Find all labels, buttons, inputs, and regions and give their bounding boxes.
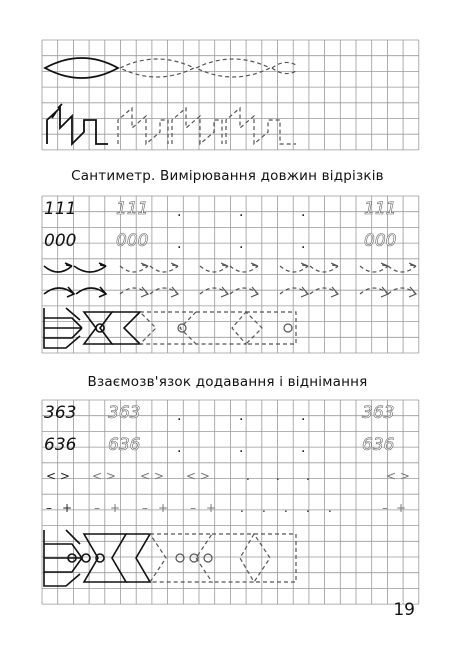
num2-sample: 636 <box>44 435 77 455</box>
num1-sample: 363 <box>44 403 77 423</box>
minus-trace: – <box>190 501 196 515</box>
minus-trace-right: – <box>382 501 388 515</box>
arc-stroke <box>280 266 308 272</box>
arrowhead-icon <box>381 287 388 297</box>
dot: . <box>328 501 332 515</box>
num1-trace: 363 <box>108 403 141 423</box>
num2-trace-right: 636 <box>362 435 395 455</box>
arc-stroke <box>388 266 416 272</box>
section-heading-centimeter: Сантиметр. Вимірювання довжин відрізків <box>71 168 384 184</box>
section-heading-addition-subtraction: Взаємозв'язок додавання і віднімання <box>87 374 368 390</box>
arc-stroke <box>310 266 338 272</box>
page-number: 19 <box>393 600 415 620</box>
arrowhead-icon <box>221 263 228 266</box>
dot: . <box>276 469 280 483</box>
arrowhead-icon <box>251 287 258 297</box>
dot: . <box>239 236 244 252</box>
arrow-ornament-2 <box>44 530 296 586</box>
compare-trace: < > <box>140 469 164 483</box>
dot: . <box>239 440 244 456</box>
arrowhead-icon <box>171 287 178 297</box>
minus-sample: – <box>46 501 52 515</box>
arc-stroke <box>120 266 148 272</box>
plus-trace: + <box>110 501 121 515</box>
dot: . <box>177 236 182 252</box>
plus-trace: + <box>158 501 169 515</box>
arrowhead-icon <box>251 263 258 266</box>
compare-trace: < > <box>186 469 210 483</box>
dot: . <box>306 469 310 483</box>
compare-trace: < > <box>92 469 116 483</box>
arrowhead-icon <box>409 287 416 297</box>
num1-trace-right: 363 <box>362 403 395 423</box>
dot: . <box>177 440 182 456</box>
arrowhead-icon <box>331 287 338 297</box>
dot: . <box>262 501 266 515</box>
dot: . <box>301 440 306 456</box>
arc-stroke <box>74 266 106 272</box>
minus-trace: – <box>94 501 100 515</box>
arrowhead-icon <box>171 263 178 266</box>
plus-trace: + <box>206 501 217 515</box>
ones-sample: 111 <box>44 199 77 219</box>
dot: . <box>177 204 182 220</box>
arrowhead-icon <box>141 287 148 297</box>
zeros-sample: 000 <box>44 231 77 251</box>
grid-lines <box>42 40 419 604</box>
arrowhead-icon <box>141 263 148 266</box>
compare-trace-right: < > <box>386 469 410 483</box>
plus-trace-right: + <box>396 501 407 515</box>
arrowhead-icon <box>409 263 416 266</box>
arrowhead-icon <box>221 287 228 297</box>
dot: . <box>284 501 288 515</box>
compare-sample: < > <box>46 469 70 483</box>
arc-stroke <box>200 266 228 272</box>
dot: . <box>239 204 244 220</box>
dot: . <box>301 408 306 424</box>
minus-trace: – <box>142 501 148 515</box>
dot: . <box>240 501 244 515</box>
arrowhead-icon <box>381 263 388 266</box>
zeros-trace: 000 <box>116 231 149 251</box>
arrowhead-icon <box>65 263 72 266</box>
dot: . <box>177 408 182 424</box>
dot: . <box>301 204 306 220</box>
arc-stroke <box>360 266 388 272</box>
num2-trace: 636 <box>108 435 141 455</box>
ones-trace: 111 <box>116 199 149 219</box>
zigzag-ornament <box>47 104 296 144</box>
arc-stroke <box>150 266 178 272</box>
arrowhead-icon <box>301 263 308 266</box>
arrowhead-icon <box>331 263 338 266</box>
arrow-ornament <box>44 308 296 348</box>
zeros-trace-right: 000 <box>364 231 397 251</box>
dot: . <box>246 469 250 483</box>
arrowhead-icon <box>301 287 308 297</box>
arc-stroke <box>230 266 258 272</box>
plus-sample: + <box>62 501 73 515</box>
dot: . <box>306 501 310 515</box>
ones-trace-right: 111 <box>364 199 397 219</box>
lens-pattern <box>45 58 298 78</box>
dot: . <box>301 236 306 252</box>
dot: . <box>239 408 244 424</box>
